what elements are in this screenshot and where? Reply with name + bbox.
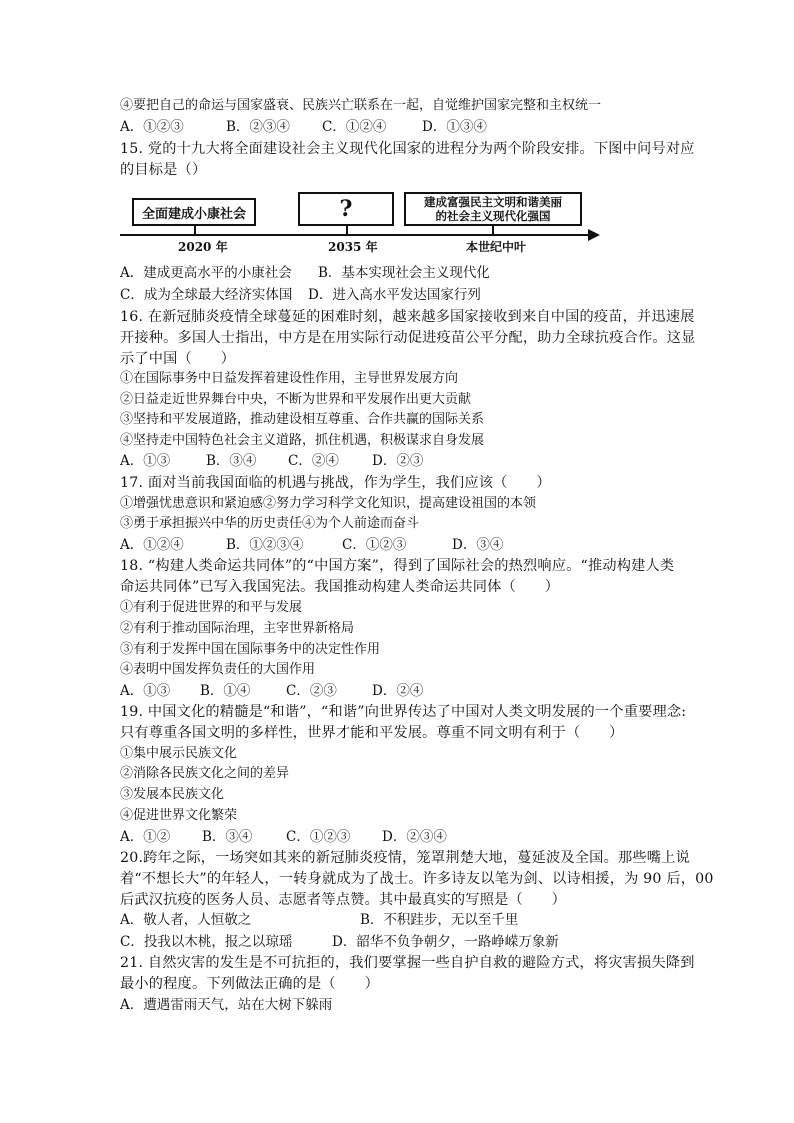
q15-option-a: A．建成更高水平的小康社会 — [120, 265, 292, 281]
q18-option-d: D．②④ — [372, 683, 424, 699]
q19-option-b: B．③④ — [202, 829, 253, 845]
q18-stem: 18. “构建人类命运共同体”的“中国方案”，得到了国际社会的热烈响应。“推动构建人类 — [120, 558, 675, 574]
q20-option-b: B．不积跬步，无以至千里 — [360, 912, 519, 928]
q17-items: ③勇于承担振兴中华的历史责任④为个人前途而奋斗 — [120, 516, 420, 531]
q14-item-4: ④要把自己的命运与国家盛衰、民族兴亡联系在一起，自觉维护国家完整和主权统一 — [120, 98, 602, 113]
q14-option-a: A．①②③ — [120, 119, 184, 135]
q17-option-a: A．①②④ — [120, 537, 184, 553]
q20-stem: 后武汉抗疫的医务人员、志愿者等点赞。其中最真实的写照是（ ） — [120, 892, 567, 908]
q16-item-3: ③坚持和平发展道路，推动建设相互尊重、合作共赢的国际关系 — [120, 412, 485, 427]
q18-item-1: ①有利于促进世界的和平与发展 — [120, 600, 303, 615]
q17-option-b: B．①②③④ — [226, 537, 304, 553]
q16-option-b: B．③④ — [206, 453, 257, 469]
timeline-label-mid-century: 本世纪中叶 — [466, 240, 527, 254]
q16-option-c: C．②④ — [288, 453, 339, 469]
timeline-label-2020: 2020 年 — [178, 240, 228, 254]
timeline-tick — [194, 226, 196, 235]
q18-stem: 命运共同体”已写入我国宪法。我国推动构建人类命运共同体（ ） — [120, 579, 560, 595]
q21-stem: 最小的程度。下列做法正确的是（ ） — [120, 976, 379, 992]
arrow-right-icon — [588, 229, 600, 241]
q19-item-1: ①集中展示民族文化 — [120, 746, 238, 761]
q16-option-a: A．①③ — [120, 453, 171, 469]
q15-option-d: D．进入高水平发达国家行列 — [308, 287, 481, 303]
q19-stem: 只有尊重各国文明的多样性，世界才能和平发展。尊重不同文明有利于（ ） — [120, 725, 624, 741]
q15-option-b: B．基本实现社会主义现代化 — [318, 265, 490, 281]
q21-stem: 21. 自然灾害的发生是不可抗拒的，我们要掌握一些自护自救的避险方式，将灾害损失降到 — [120, 955, 695, 971]
q19-option-a: A．①② — [120, 829, 171, 845]
q16-item-1: ①在国际事务中日益发挥着建设性作用，主导世界发展方向 — [120, 371, 459, 386]
q18-item-3: ③有利于发挥中国在国际事务中的决定性作用 — [120, 642, 381, 657]
q19-option-c: C．①②③ — [286, 829, 351, 845]
q14-option-c: C．①②④ — [322, 119, 387, 135]
q19-item-2: ②消除各民族文化之间的差异 — [120, 766, 290, 781]
q18-item-2: ②有利于推动国际治理，主宰世界新格局 — [120, 621, 355, 636]
timeline-box-mid-century — [404, 192, 582, 226]
q20-stem: 着“不想长大”的年轻人，一转身就成为了战士。许多诗友以笔为剑、以诗相援，为 90 后，00 — [120, 871, 714, 887]
q16-stem: 示了中国（ ） — [120, 351, 236, 367]
q18-option-c: C．②③ — [286, 683, 337, 699]
q16-item-4: ④坚持走中国特色社会主义道路，抓住机遇，积极谋求自身发展 — [120, 433, 485, 448]
timeline-tick — [346, 226, 348, 235]
q17-stem: 17. 面对当前我国面临的机遇与挑战，作为学生，我们应该（ ） — [120, 475, 551, 491]
timeline-box-mid-century-line1: 建成富强民主文明和谐美丽 — [424, 195, 562, 209]
q21-option-a: A．遭遇雷雨天气，站在大树下躲雨 — [120, 997, 333, 1013]
q15-stem: 15. 党的十九大将全面建设社会主义现代化国家的进程分为两个阶段安排。下图中问号对应 — [120, 141, 695, 157]
q20-stem: 20.跨年之际，一场突如其来的新冠肺炎疫情，笼罩荆楚大地，蔓延波及全国。那些嘴上说 — [120, 850, 690, 866]
q16-stem: 开接种。多国人士指出，中方是在用实际行动促进疫苗公平分配，助力全球抗疫合作。这显 — [120, 330, 696, 346]
timeline-box-2035: ? — [298, 192, 394, 226]
q16-option-d: D．②③ — [372, 453, 424, 469]
timeline-tick — [492, 226, 494, 235]
q14-option-d: D．①③④ — [422, 119, 487, 135]
q15-stem: 的目标是（） — [120, 162, 207, 178]
q18-item-4: ④表明中国发挥负责任的大国作用 — [120, 662, 316, 677]
q17-option-d: D．③④ — [452, 537, 504, 553]
timeline-label-2035: 2035 年 — [328, 240, 378, 254]
q19-stem: 19. 中国文化的精髓是“和谐”，“和谐”向世界传达了中国对人类文明发展的一个重要理念: — [120, 704, 687, 720]
q20-option-a: A．敬人者，人恒敬之 — [120, 912, 252, 928]
q17-items: ①增强忧患意识和紧迫感②努力学习科学文化知识，提高建设祖国的本领 — [120, 496, 537, 511]
timeline-axis — [120, 234, 590, 236]
q18-option-b: B．①④ — [200, 683, 251, 699]
q19-option-d: D．②③④ — [382, 829, 447, 845]
timeline-diagram — [120, 190, 605, 256]
q19-item-3: ③发展本民族文化 — [120, 787, 225, 802]
q19-item-4: ④促进世界文化繁荣 — [120, 808, 238, 823]
timeline-box-mid-century-line2: 的社会主义现代化强国 — [435, 209, 551, 223]
q16-stem: 16. 在新冠肺炎疫情全球蔓延的困难时刻，越来越多国家接收到来自中国的疫苗，并迅速展 — [120, 309, 695, 325]
q14-option-b: B．②③④ — [226, 119, 290, 135]
q20-option-c: C．投我以木桃，报之以琼瑶 — [120, 934, 293, 950]
q18-option-a: A．①③ — [120, 683, 171, 699]
q15-option-c: C．成为全球最大经济实体国 — [120, 287, 293, 303]
q20-option-d: D．韶华不负争朝夕，一路峥嵘万象新 — [332, 934, 559, 950]
q17-option-c: C．①②③ — [342, 537, 407, 553]
timeline-box-2020: 全面建成小康社会 — [132, 198, 256, 226]
q16-item-2: ②日益走近世界舞台中央，不断为世界和平发展作出更大贡献 — [120, 392, 472, 407]
